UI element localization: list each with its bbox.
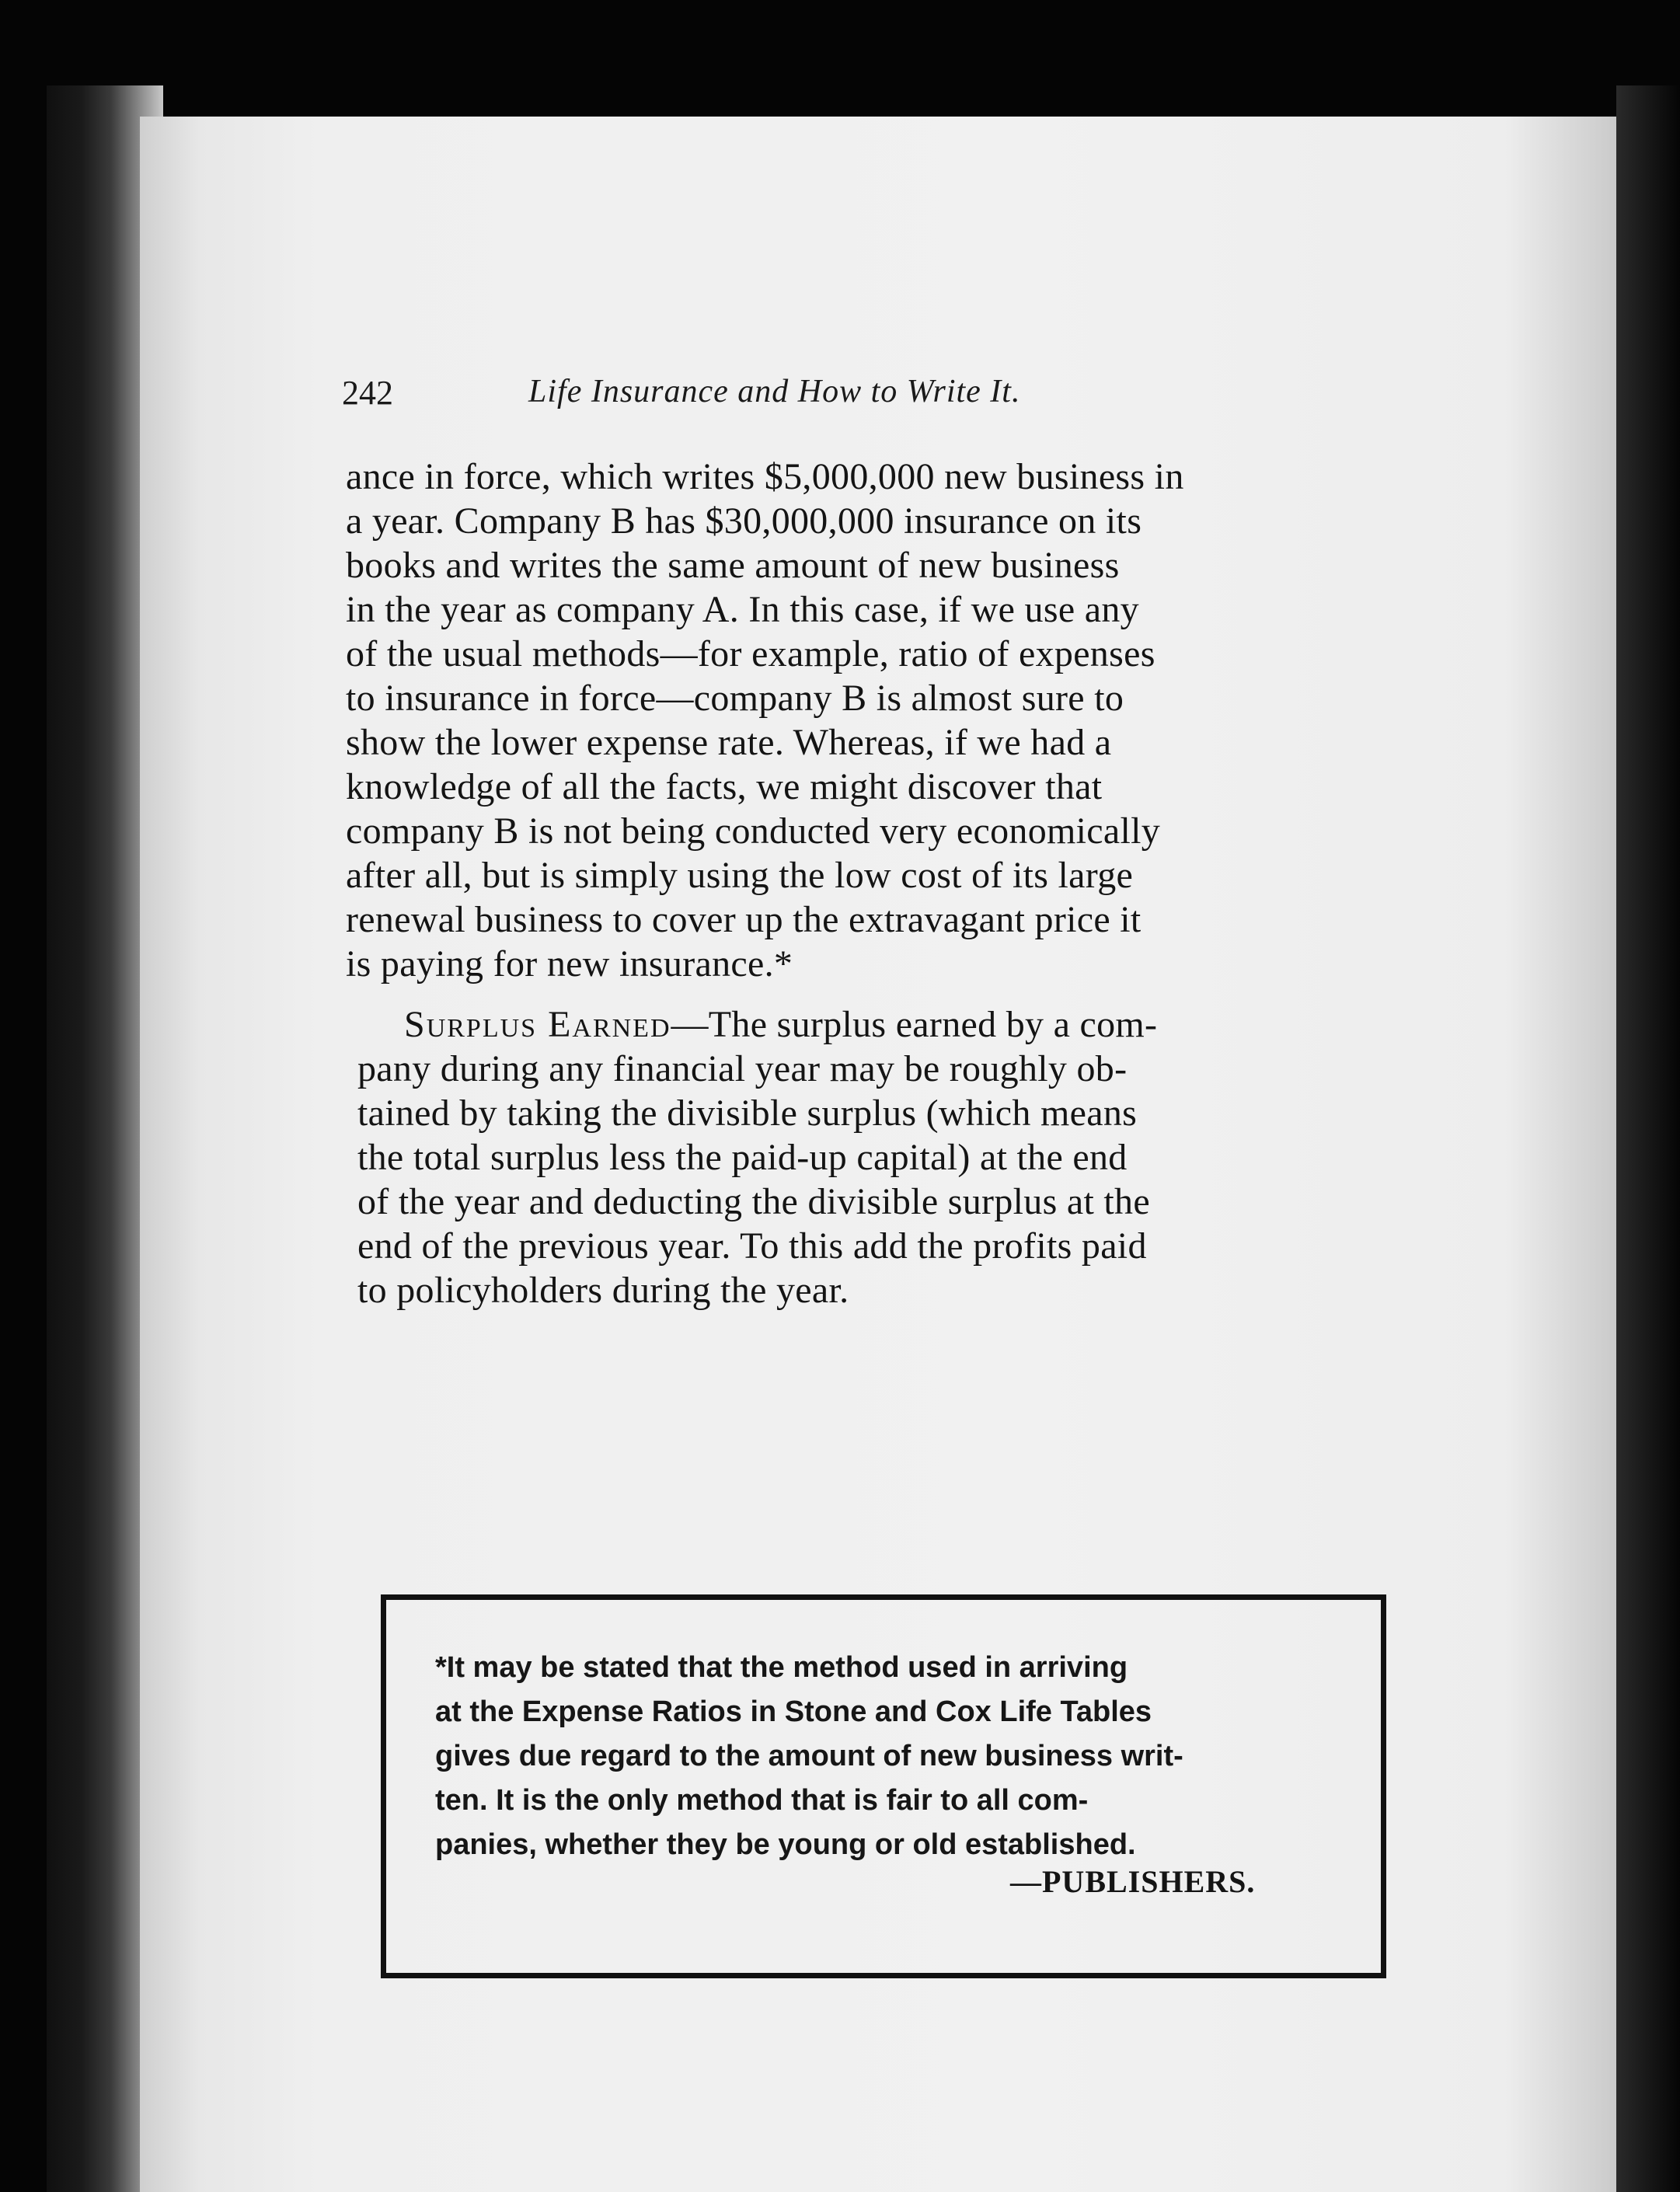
footnote	[435, 1646, 1368, 1867]
footnote-signature: —PUBLISHERS.	[1010, 1864, 1256, 1899]
text-line: in the year as company A. In this case, if we use any	[346, 589, 1139, 630]
footnote-line: gives due regard to the amount of new business writ-	[435, 1740, 1183, 1772]
text-line	[357, 1002, 1368, 1047]
text-line: of the year and deducting the divisible surplus at the	[357, 1181, 1150, 1222]
footnote-line: *It may be stated that the method used in arriving	[435, 1651, 1128, 1684]
running-title: Life Insurance and How to Write It.	[528, 374, 1021, 409]
text-line: of the usual methods—for example, ratio of expenses	[346, 633, 1155, 674]
footnote-line: panies, whether they be young or old established.	[435, 1828, 1136, 1861]
text-line-rest: —The surplus earned by a com-	[671, 1004, 1158, 1045]
footnote-line: ten. It is the only method that is fair to all com-	[435, 1784, 1089, 1817]
text-line: tained by taking the divisible surplus (which means	[357, 1093, 1138, 1134]
paragraph-2	[357, 1002, 1368, 1312]
text-line: show the lower expense rate. Whereas, if we had a	[346, 722, 1112, 763]
text-line: renewal business to cover up the extravagant price it	[346, 899, 1141, 940]
text-line: books and writes the same amount of new business	[346, 545, 1120, 586]
text-line: to policyholders during the year.	[357, 1270, 849, 1311]
text-line: company B is not being conducted very economically	[346, 810, 1161, 852]
text-line: pany during any financial year may be roughly ob-	[357, 1048, 1128, 1089]
text-line: end of the previous year. To this add the profits paid	[357, 1225, 1147, 1267]
page-header	[342, 373, 1352, 427]
text-line: to insurance in force—company B is almost sure to	[346, 678, 1124, 719]
footnote-line: at the Expense Ratios in Stone and Cox Life Tables	[435, 1695, 1152, 1728]
text-line: the total surplus less the paid-up capital) at the end	[357, 1137, 1128, 1178]
paragraph-1	[346, 455, 1356, 986]
text-line: is paying for new insurance.*	[346, 943, 793, 984]
text-line: ance in force, which writes $5,000,000 new business in	[346, 456, 1184, 497]
page-number: 242	[342, 374, 393, 412]
page-right-edge	[1616, 85, 1680, 2192]
text-line: knowledge of all the facts, we might discover that	[346, 766, 1103, 807]
text-line: after all, but is simply using the low cost of its large	[346, 855, 1134, 896]
text-line: a year. Company B has $30,000,000 insurance on its	[346, 500, 1142, 542]
section-heading: Surplus Earned	[404, 1004, 671, 1045]
